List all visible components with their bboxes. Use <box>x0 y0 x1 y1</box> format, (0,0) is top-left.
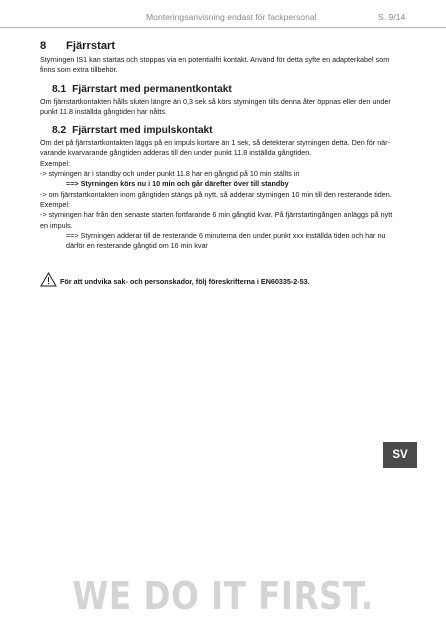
language-tab: SV <box>383 442 417 468</box>
brand-slogan: WE DO IT FIRST. <box>72 574 374 618</box>
example-1-result: ==> Styrningen körs nu i 10 min och går därefter över till standby <box>66 179 289 189</box>
header-title: Monteringsanvisning endast för fackpersonal <box>146 12 317 22</box>
page-number: S. 9/14 <box>378 12 406 22</box>
example-2-result: ==> Styrningen adderar till de resterande 6 minuterna den under punkt xxx inställda tiden och har nu <box>66 230 386 240</box>
section-8-1-heading <box>52 84 412 95</box>
safety-warning <box>40 272 412 290</box>
example-2-step-1: -> styrningen har från den senaste starten fortfarande 6 min gångtid kvar. På fjärrstartingången anläggs på nytt <box>40 210 393 220</box>
section-8-2-heading <box>52 125 412 136</box>
section-8-2-line-2: varande kvarvarande gångtiden adderas till den under punkt 11.8 inställda gångtiden. <box>40 148 312 158</box>
section-8-line-2: finns som extra tillbehör. <box>40 65 118 75</box>
warning-text: För att undvika sak- och personskador, följ föreskrifterna i EN60335-2-53. <box>60 277 310 286</box>
section-8-1-number: 8.1 <box>52 83 67 95</box>
section-8-2-title: Fjärrstart med impulskontakt <box>72 125 213 137</box>
section-8-1-line-1: Om fjärrstartkontakten hålls sluten längre än 0,3 sek så körs styrningen tills denna åter öppnas eller den under <box>40 96 391 106</box>
section-8-1-line-2: punkt 11.8 inställda gångtiden har nåtts. <box>40 106 167 116</box>
example-2-result-cont: därför en resterande gångtid om 16 min kvar <box>66 241 208 251</box>
section-8-2-number: 8.2 <box>52 125 67 137</box>
warning-triangle-icon <box>40 272 57 287</box>
section-8-2-line-1: Om det på fjärrstartkontakten läggs på en impuls kortare än 1 sek, så detekterar styrningen detta. Den för när- <box>40 138 390 148</box>
example-label-1: Exempel: <box>40 158 70 168</box>
example-label-2: Exempel: <box>40 199 70 209</box>
section-8-heading <box>40 40 412 52</box>
example-1-step-2: -> om fjärrstartkontakten inom gångtiden stängs på nytt, så adderar styrningen 10 min till den resterande tiden. <box>40 189 392 199</box>
section-8-title: Fjärrstart <box>66 40 116 52</box>
example-2-step-1-cont: en impuls. <box>40 220 73 230</box>
example-1-step-1: -> styrningen är i standby och under punkt 11.8 har en gångtid på 10 min ställts in <box>40 169 300 179</box>
section-8-line-1: Styrningen IS1 kan startas och stoppas via en potentialfri kontakt. Använd för detta syfte en adapterkabel som <box>40 55 390 64</box>
header-divider <box>0 27 446 28</box>
section-8-number: 8 <box>40 40 47 52</box>
section-8-1-title: Fjärrstart med permanentkontakt <box>72 83 232 95</box>
page-header <box>0 12 446 26</box>
main-content <box>40 40 412 251</box>
